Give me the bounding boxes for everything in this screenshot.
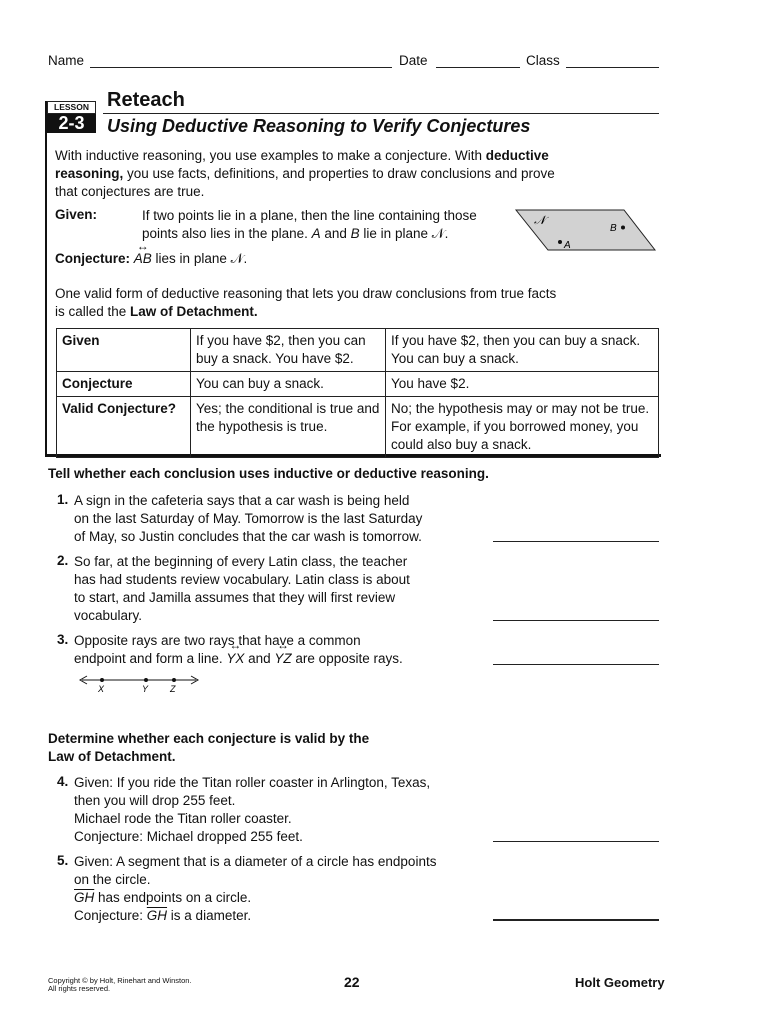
table-cell: No; the hypothesis may or may not be true. For example, if you borrowed money, you could also buy a snack. xyxy=(386,397,659,458)
segment-gh: $\overline{GH}$ xyxy=(74,890,95,905)
given-label: Given: xyxy=(55,207,98,222)
point-z-label: Z xyxy=(170,684,176,694)
intro-paragraph: With inductive reasoning, you use examples to make a conjecture. With deductive reasoning, you use facts, definitions, and properties to draw conclusions and prove that conjectures are true. xyxy=(55,148,555,199)
table-row xyxy=(57,329,659,372)
question-number: 1. xyxy=(57,492,69,507)
lesson-title: Using Deductive Reasoning to Verify Conjectures xyxy=(107,116,531,136)
ray-yz: ↔ YZ xyxy=(274,650,291,668)
answer-line-5[interactable] xyxy=(493,919,659,921)
opposite-rays-figure xyxy=(76,674,202,696)
table-cell: You have $2. xyxy=(386,372,659,397)
box-left-border xyxy=(45,101,47,456)
question-number: 4. xyxy=(57,774,69,789)
name-blank[interactable] xyxy=(90,67,392,68)
point-y xyxy=(144,678,148,682)
answer-line-3[interactable] xyxy=(493,664,659,665)
section1-heading: Tell whether each conclusion uses inductive or deductive reasoning. xyxy=(48,466,489,481)
segment-gh: $\overline{GH}$ xyxy=(146,908,168,923)
point-z xyxy=(172,678,176,682)
detachment-paragraph: One valid form of deductive reasoning that lets you draw conclusions from true facts is called the Law of Detachment. xyxy=(55,286,557,319)
name-label: Name xyxy=(48,53,85,68)
title-rule xyxy=(103,113,659,114)
date-blank[interactable] xyxy=(436,67,520,68)
lesson-number: 2-3 xyxy=(47,114,96,133)
header-date-field[interactable] xyxy=(399,53,428,68)
answer-line-2[interactable] xyxy=(493,620,659,621)
conjecture-label: Conjecture: xyxy=(55,251,131,266)
lesson-type: Reteach xyxy=(107,89,185,111)
question-2-text: So far, at the beginning of every Latin class, the teacher has had students review vocabulary. Latin class is about to start, and Jamilla assumes that they will first review vocabulary. xyxy=(74,554,410,623)
book-title: Holt Geometry xyxy=(575,975,665,990)
answer-line-1[interactable] xyxy=(493,541,659,542)
class-blank[interactable] xyxy=(566,67,659,68)
table-cell: If you have $2, then you can buy a snack. You have $2. xyxy=(191,329,386,372)
header-name-field[interactable] xyxy=(48,53,84,68)
given-text: If two points lie in a plane, then the line containing those points also lies in the plane. A and B lie in plane 𝒩. xyxy=(142,208,477,241)
copyright-notice: Copyright © by Holt, Rinehart and Winston. All rights reserved. xyxy=(48,976,192,993)
class-label: Class xyxy=(526,53,560,68)
table-cell: Yes; the conditional is true and the hypothesis is true. xyxy=(191,397,386,458)
ray-yx: ↔ YX xyxy=(226,650,244,668)
point-a-label: A xyxy=(564,240,571,251)
question-number: 5. xyxy=(57,853,69,868)
plane-label: 𝒩 xyxy=(534,213,546,227)
table-cell: Given xyxy=(57,329,191,372)
point-b-label: B xyxy=(610,223,617,234)
ray-ab: ↔ AB xyxy=(134,251,152,266)
plane-figure xyxy=(512,206,660,254)
conjecture-line: Conjecture: ↔ AB lies in plane 𝒩. xyxy=(55,251,247,267)
table-cell: You can buy a snack. xyxy=(191,372,386,397)
table-cell: Conjecture xyxy=(57,372,191,397)
point-y-label: Y xyxy=(142,684,149,694)
question-number: 2. xyxy=(57,553,69,568)
point-b xyxy=(621,226,625,230)
table-cell: If you have $2, then you can buy a snack. You can buy a snack. xyxy=(386,329,659,372)
table-cell: Valid Conjecture? xyxy=(57,397,191,458)
question-4-text: Given: If you ride the Titan roller coaster in Arlington, Texas, then you will drop 255 feet. Michael rode the Titan roller coaster. Conjecture: Michael dropped 255 feet. xyxy=(74,775,431,844)
point-x-label: X xyxy=(98,684,105,694)
lesson-tag: LESSON xyxy=(47,101,96,114)
law-of-detachment-table xyxy=(56,328,659,458)
page-number: 22 xyxy=(344,974,360,990)
table-row xyxy=(57,397,659,458)
question-number: 3. xyxy=(57,632,69,647)
date-label: Date xyxy=(399,53,428,68)
point-x xyxy=(100,678,104,682)
point-a xyxy=(558,240,562,244)
question-5-text: Given: A segment that is a diameter of a circle has endpoints on the circle. $\overline{GH}$ has endpoints on a circle. Conjecture: $\overline{GH}$ is a diameter. xyxy=(74,854,437,923)
answer-line-4[interactable] xyxy=(493,841,659,842)
question-1-text: A sign in the cafeteria says that a car wash is being held on the last Saturday of May. Tomorrow is the last Saturday of May, so Justin concludes that the car wash is tomorrow. xyxy=(74,493,423,544)
question-3-text: Opposite rays are two rays that have a common endpoint and form a line. ↔ YX and ↔ YZ are opposite rays. xyxy=(74,632,484,668)
section2-heading: Determine whether each conjecture is valid by the Law of Detachment. xyxy=(48,731,370,764)
header-class-field[interactable] xyxy=(526,53,560,68)
table-row xyxy=(57,372,659,397)
